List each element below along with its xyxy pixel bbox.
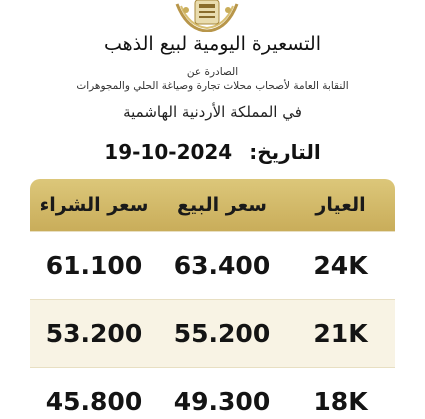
buy-price-cell: 53.200 (45, 319, 143, 348)
kingdom-text: في المملكة الأردنية الهاشمية (123, 103, 302, 121)
karat-cell: 24K (313, 251, 368, 280)
date-value: 19-10-2024 (104, 140, 233, 164)
page-title: التسعيرة اليومية لبيع الذهب (103, 33, 321, 55)
sell-price-cell: 55.200 (173, 319, 271, 348)
union-emblem-icon (173, 0, 241, 32)
buy-price-cell: 61.100 (45, 251, 143, 280)
sell-price-cell: 63.400 (173, 251, 271, 280)
issued-by-text: الصادرة عن (186, 66, 239, 78)
karat-cell: 18K (313, 387, 368, 416)
table-row (30, 231, 395, 299)
column-header-karat: العيار (315, 194, 366, 216)
column-header-buy: سعر الشراء (39, 194, 149, 216)
date-line (0, 140, 425, 164)
union-name-text: النقابة العامة لأصحاب محلات تجارة وصياغة الحلي والمجوهرات (76, 80, 349, 92)
column-header-sell: سعر البيع (177, 194, 267, 216)
buy-price-cell: 45.800 (45, 387, 143, 416)
sell-price-cell: 49.300 (173, 387, 271, 416)
table-row (30, 367, 395, 419)
gold-price-table (30, 179, 395, 419)
date-label: التاريخ: (249, 140, 321, 164)
table-header (30, 179, 395, 231)
karat-cell: 21K (313, 319, 368, 348)
table-row (30, 299, 395, 367)
